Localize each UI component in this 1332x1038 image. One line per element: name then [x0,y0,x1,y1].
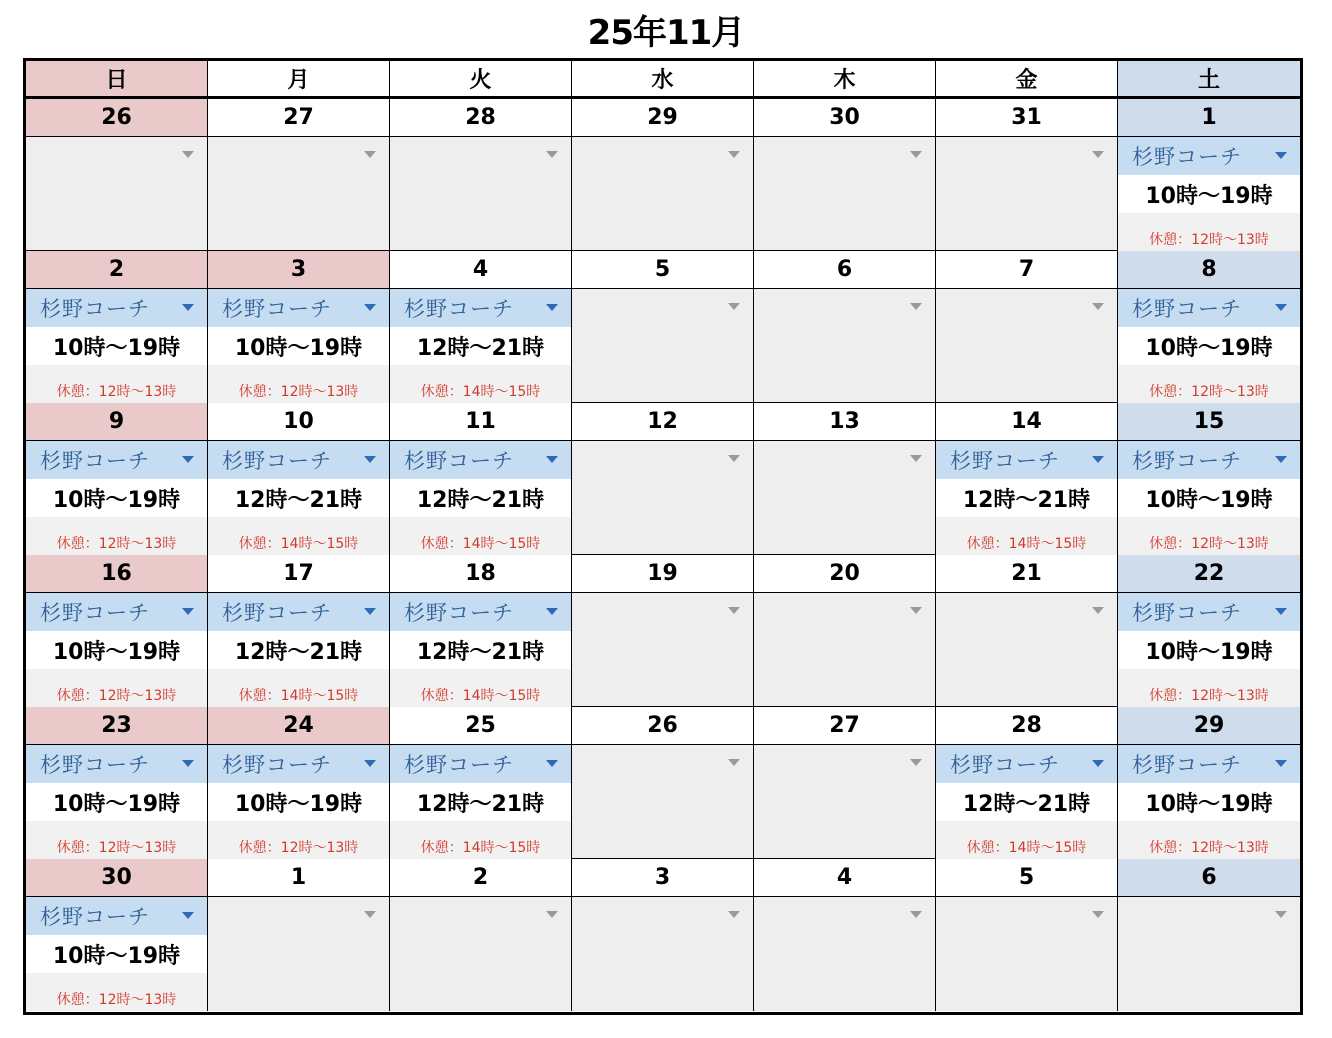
empty-schedule-cell[interactable] [754,593,936,706]
date-cell: 3 [572,859,754,896]
schedule-row [26,137,1300,251]
date-cell: 26 [572,707,754,744]
coach-select[interactable] [1118,441,1300,479]
work-hours: 12時〜21時 [390,631,571,669]
empty-schedule-cell[interactable] [936,593,1118,706]
dropdown-caret-icon[interactable] [728,151,740,158]
schedule-cell [390,745,572,858]
work-hours: 10時〜19時 [1118,479,1300,517]
work-hours: 10時〜19時 [26,783,207,821]
date-cell: 10 [208,403,390,440]
coach-select[interactable] [1118,593,1300,631]
coach-select[interactable] [208,289,389,327]
dropdown-caret-icon[interactable] [546,456,558,463]
empty-schedule-cell[interactable] [390,897,572,1011]
dropdown-caret-icon[interactable] [182,760,194,767]
work-hours: 12時〜21時 [390,327,571,365]
dropdown-caret-icon[interactable] [728,759,740,766]
date-cell: 11 [390,403,572,440]
schedule-cell [208,441,390,554]
dropdown-caret-icon[interactable] [728,455,740,462]
date-cell: 7 [936,251,1118,288]
date-cell: 9 [26,403,208,440]
work-hours: 10時〜19時 [26,631,207,669]
dropdown-caret-icon[interactable] [546,304,558,311]
date-cell: 12 [572,403,754,440]
date-cell: 28 [390,99,572,136]
schedule-cell [26,745,208,858]
dropdown-caret-icon[interactable] [182,912,194,919]
date-cell: 23 [26,707,208,744]
work-hours: 10時〜19時 [208,327,389,365]
date-cell: 1 [208,859,390,896]
dropdown-caret-icon[interactable] [364,304,376,311]
work-hours: 10時〜19時 [1118,327,1300,365]
dropdown-caret-icon[interactable] [182,151,194,158]
coach-name: 杉野コーチ [40,297,150,321]
dropdown-caret-icon[interactable] [1275,911,1287,918]
dropdown-caret-icon[interactable] [182,456,194,463]
date-cell: 2 [26,251,208,288]
empty-schedule-cell[interactable] [572,897,754,1011]
break-time: 休憩：12時〜13時 [208,821,389,859]
date-cell: 6 [1118,859,1300,896]
dropdown-caret-icon[interactable] [910,455,922,462]
schedule-row [26,441,1300,555]
date-cell: 8 [1118,251,1300,288]
dropdown-caret-icon[interactable] [1092,456,1104,463]
work-hours: 10時〜19時 [26,327,207,365]
dropdown-caret-icon[interactable] [1275,456,1287,463]
date-cell: 29 [572,99,754,136]
date-cell: 31 [936,99,1118,136]
empty-schedule-cell[interactable] [754,137,936,250]
coach-name: 杉野コーチ [222,297,332,321]
coach-name: 杉野コーチ [404,753,514,777]
weekday-fri: 金 [936,61,1118,96]
dropdown-caret-icon[interactable] [1275,760,1287,767]
break-time: 休憩：12時〜13時 [26,973,207,1011]
dropdown-caret-icon[interactable] [1275,304,1287,311]
empty-schedule-cell[interactable] [936,137,1118,250]
break-time: 休憩：12時〜13時 [1118,669,1300,707]
coach-select[interactable] [26,441,207,479]
dropdown-caret-icon[interactable] [910,303,922,310]
schedule-row [26,289,1300,403]
break-time: 休憩：14時〜15時 [390,365,571,403]
date-cell: 3 [208,251,390,288]
dropdown-caret-icon[interactable] [546,151,558,158]
weekday-mon: 月 [208,61,390,96]
coach-select[interactable] [390,441,571,479]
dropdown-caret-icon[interactable] [546,760,558,767]
schedule-cell [208,289,390,402]
date-cell: 4 [390,251,572,288]
date-cell: 18 [390,555,572,592]
date-cell: 25 [390,707,572,744]
weekday-thu: 木 [754,61,936,96]
date-row [26,251,1300,289]
empty-schedule-cell[interactable] [754,441,936,554]
coach-name: 杉野コーチ [222,601,332,625]
break-time: 休憩：14時〜15時 [936,821,1117,859]
empty-schedule-cell[interactable] [1118,897,1300,1011]
coach-name: 杉野コーチ [1132,145,1242,169]
empty-schedule-cell[interactable] [754,745,936,858]
coach-name: 杉野コーチ [222,753,332,777]
break-time: 休憩：14時〜15時 [208,669,389,707]
dropdown-caret-icon[interactable] [1092,760,1104,767]
work-hours: 12時〜21時 [936,783,1117,821]
dropdown-caret-icon[interactable] [728,303,740,310]
weekday-sat: 土 [1118,61,1300,96]
date-cell: 24 [208,707,390,744]
coach-select[interactable] [208,441,389,479]
break-time: 休憩：14時〜15時 [390,517,571,555]
coach-select[interactable] [390,289,571,327]
coach-select[interactable] [390,593,571,631]
dropdown-caret-icon[interactable] [1092,151,1104,158]
break-time: 休憩：12時〜13時 [1118,517,1300,555]
date-cell: 30 [26,859,208,896]
date-cell: 27 [754,707,936,744]
coach-select[interactable] [26,289,207,327]
empty-schedule-cell[interactable] [754,897,936,1011]
dropdown-caret-icon[interactable] [910,607,922,614]
coach-select[interactable] [936,745,1117,783]
schedule-cell [208,593,390,706]
dropdown-caret-icon[interactable] [1092,911,1104,918]
break-time: 休憩：14時〜15時 [390,669,571,707]
weekday-sun: 日 [26,61,208,96]
date-cell: 22 [1118,555,1300,592]
schedule-cell [390,441,572,554]
work-hours: 12時〜21時 [208,631,389,669]
dropdown-caret-icon[interactable] [364,608,376,615]
date-row [26,555,1300,593]
weekday-wed: 水 [572,61,754,96]
date-cell: 26 [26,99,208,136]
work-hours: 10時〜19時 [1118,631,1300,669]
empty-schedule-cell[interactable] [936,289,1118,402]
schedule-cell [26,593,208,706]
empty-schedule-cell[interactable] [572,745,754,858]
coach-select[interactable] [1118,137,1300,175]
dropdown-caret-icon[interactable] [1275,152,1287,159]
coach-name: 杉野コーチ [404,449,514,473]
dropdown-caret-icon[interactable] [364,456,376,463]
coach-name: 杉野コーチ [40,449,150,473]
coach-name: 杉野コーチ [404,297,514,321]
coach-select[interactable] [1118,289,1300,327]
coach-select[interactable] [208,745,389,783]
empty-schedule-cell[interactable] [754,289,936,402]
dropdown-caret-icon[interactable] [546,911,558,918]
schedule-cell [26,289,208,402]
date-cell: 16 [26,555,208,592]
dropdown-caret-icon[interactable] [1092,607,1104,614]
date-cell: 30 [754,99,936,136]
schedule-cell [390,593,572,706]
break-time: 休憩：14時〜15時 [390,821,571,859]
schedule-row [26,897,1300,1011]
coach-select[interactable] [390,745,571,783]
date-cell: 28 [936,707,1118,744]
coach-select[interactable] [26,593,207,631]
schedule-cell [208,745,390,858]
coach-name: 杉野コーチ [1132,753,1242,777]
coach-name: 杉野コーチ [40,601,150,625]
date-cell: 5 [936,859,1118,896]
date-cell: 29 [1118,707,1300,744]
schedule-cell [1118,289,1300,402]
break-time: 休憩：12時〜13時 [1118,821,1300,859]
coach-select[interactable] [936,441,1117,479]
date-row [26,403,1300,441]
date-row [26,859,1300,897]
work-hours: 10時〜19時 [26,479,207,517]
coach-name: 杉野コーチ [222,449,332,473]
schedule-cell [26,897,208,1011]
work-hours: 10時〜19時 [1118,783,1300,821]
coach-name: 杉野コーチ [1132,601,1242,625]
break-time: 休憩：12時〜13時 [26,365,207,403]
schedule-row [26,593,1300,707]
coach-select[interactable] [1118,745,1300,783]
work-hours: 12時〜21時 [936,479,1117,517]
date-cell: 14 [936,403,1118,440]
coach-name: 杉野コーチ [950,449,1060,473]
coach-name: 杉野コーチ [1132,297,1242,321]
dropdown-caret-icon[interactable] [182,304,194,311]
dropdown-caret-icon[interactable] [728,911,740,918]
date-cell: 4 [754,859,936,896]
break-time: 休憩：12時〜13時 [26,517,207,555]
date-cell: 15 [1118,403,1300,440]
work-hours: 10時〜19時 [208,783,389,821]
schedule-row [26,745,1300,859]
dropdown-caret-icon[interactable] [546,608,558,615]
schedule-cell [936,745,1118,858]
work-hours: 10時〜19時 [26,935,207,973]
empty-schedule-cell[interactable] [390,137,572,250]
date-cell: 27 [208,99,390,136]
date-cell: 6 [754,251,936,288]
schedule-cell [390,289,572,402]
empty-schedule-cell[interactable] [572,593,754,706]
empty-schedule-cell[interactable] [26,137,208,250]
weekday-header [26,61,1300,99]
work-hours: 12時〜21時 [390,783,571,821]
break-time: 休憩：12時〜13時 [208,365,389,403]
empty-schedule-cell[interactable] [208,137,390,250]
break-time: 休憩：14時〜15時 [208,517,389,555]
dropdown-caret-icon[interactable] [364,151,376,158]
coach-select[interactable] [26,897,207,935]
date-cell: 21 [936,555,1118,592]
empty-schedule-cell[interactable] [572,289,754,402]
dropdown-caret-icon[interactable] [364,911,376,918]
date-cell: 13 [754,403,936,440]
break-time: 休憩：12時〜13時 [1118,213,1300,251]
dropdown-caret-icon[interactable] [728,607,740,614]
schedule-cell [1118,745,1300,858]
empty-schedule-cell[interactable] [208,897,390,1011]
date-cell: 1 [1118,99,1300,136]
break-time: 休憩：12時〜13時 [1118,365,1300,403]
work-hours: 12時〜21時 [208,479,389,517]
empty-schedule-cell[interactable] [572,137,754,250]
date-row [26,707,1300,745]
page-title: 25年11月 [587,13,745,53]
dropdown-caret-icon[interactable] [910,759,922,766]
dropdown-caret-icon[interactable] [1092,303,1104,310]
coach-name: 杉野コーチ [40,905,150,929]
date-cell: 17 [208,555,390,592]
work-hours: 12時〜21時 [390,479,571,517]
coach-select[interactable] [208,593,389,631]
coach-name: 杉野コーチ [40,753,150,777]
date-cell: 20 [754,555,936,592]
break-time: 休憩：12時〜13時 [26,669,207,707]
break-time: 休憩：12時〜13時 [26,821,207,859]
coach-name: 杉野コーチ [404,601,514,625]
empty-schedule-cell[interactable] [936,897,1118,1011]
coach-select[interactable] [26,745,207,783]
dropdown-caret-icon[interactable] [910,911,922,918]
date-cell: 19 [572,555,754,592]
weekday-tue: 火 [390,61,572,96]
date-cell: 5 [572,251,754,288]
date-row [26,99,1300,137]
schedule-cell [1118,137,1300,250]
work-hours: 10時〜19時 [1118,175,1300,213]
calendar-grid [23,58,1303,1015]
schedule-cell [936,441,1118,554]
dropdown-caret-icon[interactable] [182,608,194,615]
coach-name: 杉野コーチ [1132,449,1242,473]
dropdown-caret-icon[interactable] [1275,608,1287,615]
empty-schedule-cell[interactable] [572,441,754,554]
dropdown-caret-icon[interactable] [910,151,922,158]
schedule-cell [1118,441,1300,554]
break-time: 休憩：14時〜15時 [936,517,1117,555]
schedule-cell [26,441,208,554]
dropdown-caret-icon[interactable] [364,760,376,767]
schedule-cell [1118,593,1300,706]
coach-name: 杉野コーチ [950,753,1060,777]
date-cell: 2 [390,859,572,896]
